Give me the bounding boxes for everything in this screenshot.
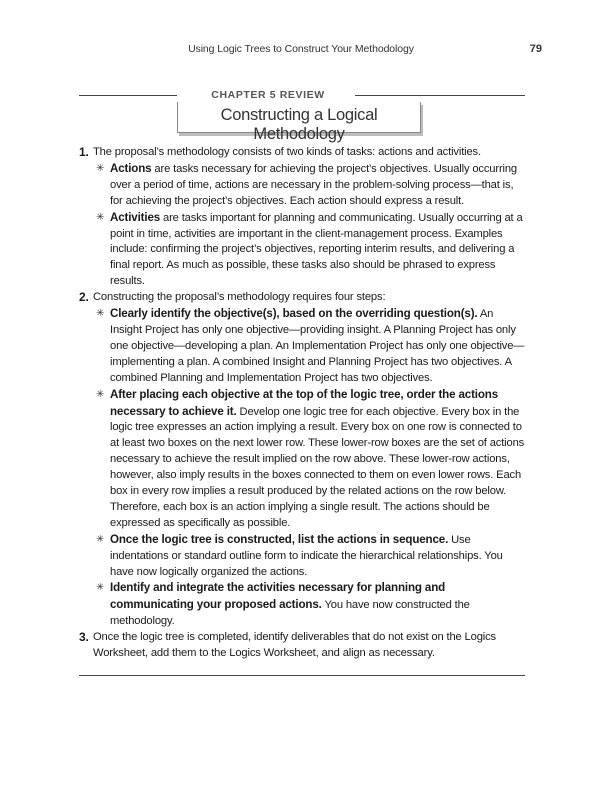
bullet-lead: Activities	[110, 210, 161, 224]
bullet-lead: Actions	[110, 161, 152, 175]
item-text: Once the logic tree is completed, identify deliverables that do not exist on the Logics Worksheet, add them to the Logics Worksheet, and align as necessary.	[93, 631, 496, 660]
asterisk-bullet-icon: ✳	[96, 211, 105, 223]
bullet-item	[94, 306, 525, 387]
bullet-lead: Clearly identify the objective(s), based on the overriding question(s).	[110, 307, 478, 321]
bullet-text: are tasks necessary for achieving the project’s objectives. Usually occurring over a period of time, actions are necessary in the problem-solving process—that is, for achieving the project’s objectives. Each action should express a result.	[110, 162, 518, 207]
bullet-text: Develop one logic tree for each objective. Every box in the logic tree expresses an action implying a result. Every box on one row is connected to at least two boxes on the next lower row. These lower-row boxes are the set of actions necessary to achieve the result implied on the row above. These lower-row actions, however, also imply results in the boxes connected to them on even lower rows. Each box in every row implies a result produced by the related actions on the row below. Therefore, each box is an action implying a single result. The actions should be expressed as specifically as possible.	[110, 405, 525, 529]
asterisk-bullet-icon: ✳	[96, 388, 105, 400]
bullet-text: Use indentations or standard outline form to indicate the hierarchical relationships. You have now logically organized the actions.	[110, 533, 503, 578]
review-title: Constructing a Logical Methodology	[220, 106, 378, 143]
item-text: Constructing the proposal’s methodology requires four steps:	[93, 291, 386, 304]
bullet-lead: Identify and integrate the activities necessary for planning and communicating your proposed actions.	[110, 581, 446, 612]
review-content	[79, 145, 525, 662]
asterisk-bullet-icon: ✳	[96, 533, 105, 545]
bullet-item	[94, 532, 525, 581]
asterisk-bullet-icon: ✳	[96, 162, 105, 174]
review-title-box	[177, 102, 421, 143]
bullet-item	[94, 580, 525, 630]
page-number: 79	[529, 43, 542, 55]
running-title: Using Logic Trees to Construct Your Methodology	[188, 43, 414, 55]
bullet-item	[94, 210, 525, 291]
item-text: The proposal’s methodology consists of two kinds of tasks: actions and activities.	[93, 146, 481, 158]
chapter-label: CHAPTER 5 REVIEW	[211, 89, 325, 101]
header-rule-right	[355, 95, 525, 96]
item-number: 3.	[79, 630, 89, 645]
bullet-lead: Once the logic tree is constructed, list the actions in sequence.	[110, 532, 449, 546]
numbered-item	[79, 290, 525, 630]
item-number: 1.	[79, 145, 89, 159]
bullet-item	[94, 387, 525, 532]
asterisk-bullet-icon: ✳	[96, 308, 105, 320]
bottom-rule	[79, 675, 525, 676]
bullet-lead: After placing each objective at the top of the logic tree, order the actions necessary to achieve it.	[110, 387, 499, 418]
asterisk-bullet-icon: ✳	[96, 582, 105, 594]
numbered-item	[79, 630, 525, 662]
bullet-text: are tasks important for planning and communicating. Usually occurring at a point in time, activities are important in the client-management process. Examples include: confirming the project’s objectives, reporting interim results, and delivering a final report. As much as possible, these tasks also should be phrased to express results.	[110, 211, 523, 288]
bullet-item	[94, 161, 525, 210]
header-rule-left	[79, 95, 177, 96]
bullet-text: You have now constructed the methodology.	[110, 599, 470, 628]
numbered-item	[79, 145, 525, 290]
item-number: 2.	[79, 290, 89, 305]
bullet-text: An Insight Project has only one objective—providing insight. A Planning Project has only one objective—developing a plan. An Implementation Project has only one objective—implementing a plan. A combined Insight and Planning Project has two objectives. A combined Planning and Implementation Project has two objectives.	[110, 308, 525, 384]
chapter-review-header	[79, 89, 525, 143]
